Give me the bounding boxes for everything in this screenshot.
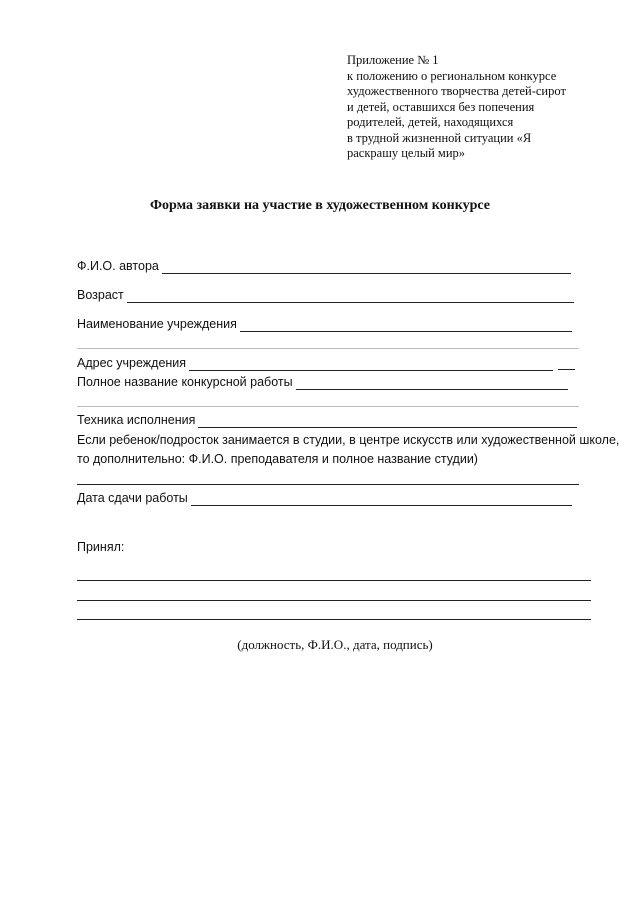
submit-date-label: Дата сдачи работы (77, 491, 188, 505)
annex-line-2: к положению о региональном конкурсе (347, 68, 557, 83)
age-field (77, 288, 574, 303)
accepted-label: Принял: (77, 540, 125, 554)
studio-note-line-2: то дополнительно: Ф.И.О. преподавателя и полное название студии) (77, 452, 478, 466)
technique-input-line[interactable] (198, 415, 577, 428)
submit-date-input-line[interactable] (191, 493, 572, 506)
technique-label: Техника исполнения (77, 413, 196, 427)
annex-line-4: и детей, оставшихся без попечения (347, 99, 535, 114)
address-label: Адрес учреждения (77, 356, 187, 370)
work-title-label: Полное название конкурсной работы (77, 375, 293, 389)
institution-field (77, 317, 572, 332)
annex-line-5: родителей, детей, находящихся (347, 115, 514, 129)
accepted-line-1[interactable] (77, 580, 591, 581)
author-label: Ф.И.О. автора (77, 259, 159, 273)
accepted-line-3[interactable] (77, 619, 591, 620)
annex-line-1: Приложение № 1 (347, 53, 439, 67)
form-title: Форма заявки на участие в художественном конкурсе (150, 198, 490, 213)
work-title-extra-line[interactable] (77, 406, 579, 407)
work-title-input-line[interactable] (296, 377, 568, 390)
address-tail-line[interactable] (558, 369, 575, 370)
institution-label: Наименование учреждения (77, 317, 237, 331)
studio-input-line[interactable] (77, 484, 579, 485)
institution-input-line[interactable] (240, 319, 572, 332)
institution-extra-line[interactable] (77, 348, 579, 349)
submit-date-field (77, 491, 572, 506)
age-label: Возраст (77, 288, 124, 302)
work-title-field (77, 375, 568, 390)
annex-line-7: раскрашу целый мир» (347, 146, 466, 160)
studio-note-line-1: Если ребенок/подросток занимается в студии, в центре искусств или художественной школе, (77, 433, 620, 447)
accepted-line-2[interactable] (77, 600, 591, 601)
author-field (77, 259, 571, 274)
technique-field (77, 413, 577, 428)
age-input-line[interactable] (127, 290, 574, 303)
author-input-line[interactable] (162, 261, 571, 274)
address-input-line[interactable] (189, 358, 553, 371)
address-field (77, 356, 553, 371)
annex-reference (347, 53, 597, 162)
signature-caption: (должность, Ф.И.О., дата, подпись) (237, 637, 433, 652)
annex-line-6: в трудной жизненной ситуации «Я (347, 130, 532, 145)
annex-line-3: художественного творчества детей-сирот (347, 84, 566, 98)
